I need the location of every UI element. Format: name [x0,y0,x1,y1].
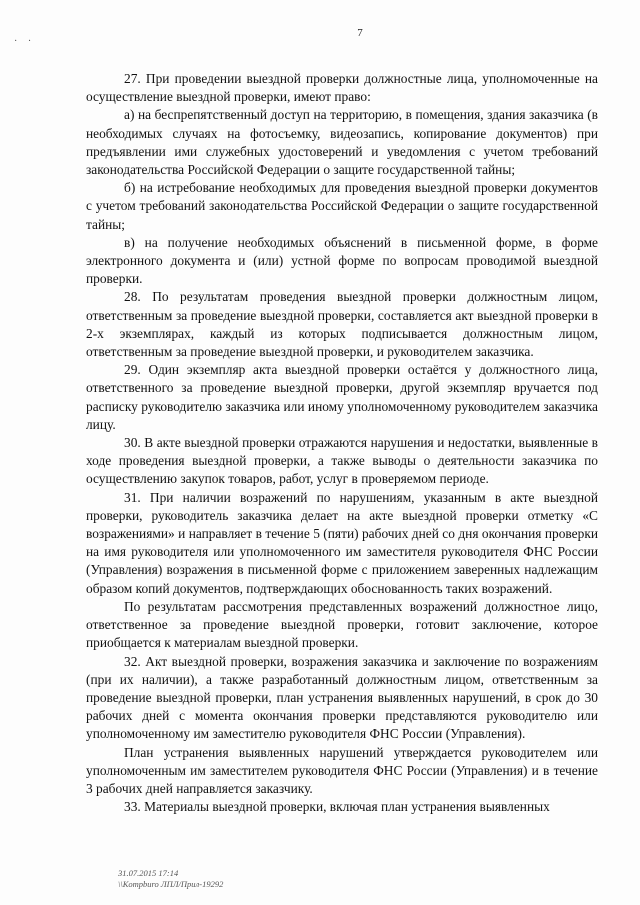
paragraph-31-continued: По результатам рассмотрения представленных возражений должностное лицо, ответственное за проведение выездной проверки, готовит заключение, которое приобщается к материалам выездной проверки. [86,598,598,651]
document-body [86,70,598,816]
paragraph-31: 31. При наличии возражений по нарушениям, указанным в акте выездной проверки, руководитель заказчика делает на акте выездной проверки отметку «С возражениями» и направляет в течение 5 (пяти) рабочих дней со дня окончания проверки на имя руководителя или уполномоченного им заместителя руководителя ФНС России (Управления) возражения в письменной форме с приложением заверенных надлежащим образом копий документов, подтверждающих обоснованность таких возражений. [86,489,598,596]
scan-corner-marks: · · [14,36,36,47]
paragraph-32-continued: План устранения выявленных нарушений утверждается руководителем или уполномоченным им заместителем руководителя ФНС России (Управления) и в течение 3 рабочих дней направляется заказчику. [86,744,598,796]
paragraph-30: 30. В акте выездной проверки отражаются нарушения и недостатки, выявленные в ходе проведения выездной проверки, а также выводы о деятельности заказчика по осуществлению закупок товаров, работ, услуг в проверяемом периоде. [86,435,598,487]
paragraph-33: 33. Материалы выездной проверки, включая план устранения выявленных [124,799,550,815]
paragraph-27-v: в) на получение необходимых объяснений в письменной форме, в форме электронного документа и (или) устной форме по вопросам проводимой выездной проверки. [86,234,598,287]
footer-timestamp: 31.07.2015 17:14 [118,868,179,878]
paragraph-32: 32. Акт выездной проверки, возражения заказчика и заключение по возражениям (при их наличии), а также разработанный должностным лицом, ответственным за проведение выездной проверки, план устранения выявленных нарушений, в срок до 30 рабочих дней с момента окончания проверки представляются руководителю или уполномоченному им заместителю руководителя ФНС России (Управления). [86,653,598,742]
page-number: 7 [357,27,363,39]
paragraph-28: 28. По результатам проведения выездной проверки должностным лицом, ответственным за проведение выездной проверки, составляется акт выездной проверки в 2-х экземплярах, каждый из которых подписывается должностным лицом, ответственным за проведение выездной проверки, и руководителем заказчика. [86,289,598,360]
paragraph-29: 29. Один экземпляр акта выездной проверки остаётся у должностного лица, ответственного за проведение выездной проверки, другой экземпляр вручается под расписку руководителю заказчика или иному уполномоченному руководителем заказчика лицу. [86,362,598,432]
paragraph-27-a: а) на беспрепятственный доступ на территорию, в помещения, здания заказчика (в необходимых случаях на фотосъемку, видеозапись, копирование документов) при предъявлении ими служебных удостоверений и уведомления с учетом требований законодательства Российской Федерации о защите государственной тайны; [86,107,598,178]
footer-file-path: \\Kompburo ЛПЛ/Прил-19292 [118,879,224,889]
paragraph-27: 27. При проведении выездной проверки должностные лица, уполномоченные на осуществление выездной проверки, имеют право: [86,71,598,105]
paragraph-27-b: б) на истребование необходимых для проведения выездной проверки документов с учетом требований законодательства Российской Федерации о защите государственной тайны; [86,180,598,232]
footer-stamp [118,868,223,890]
